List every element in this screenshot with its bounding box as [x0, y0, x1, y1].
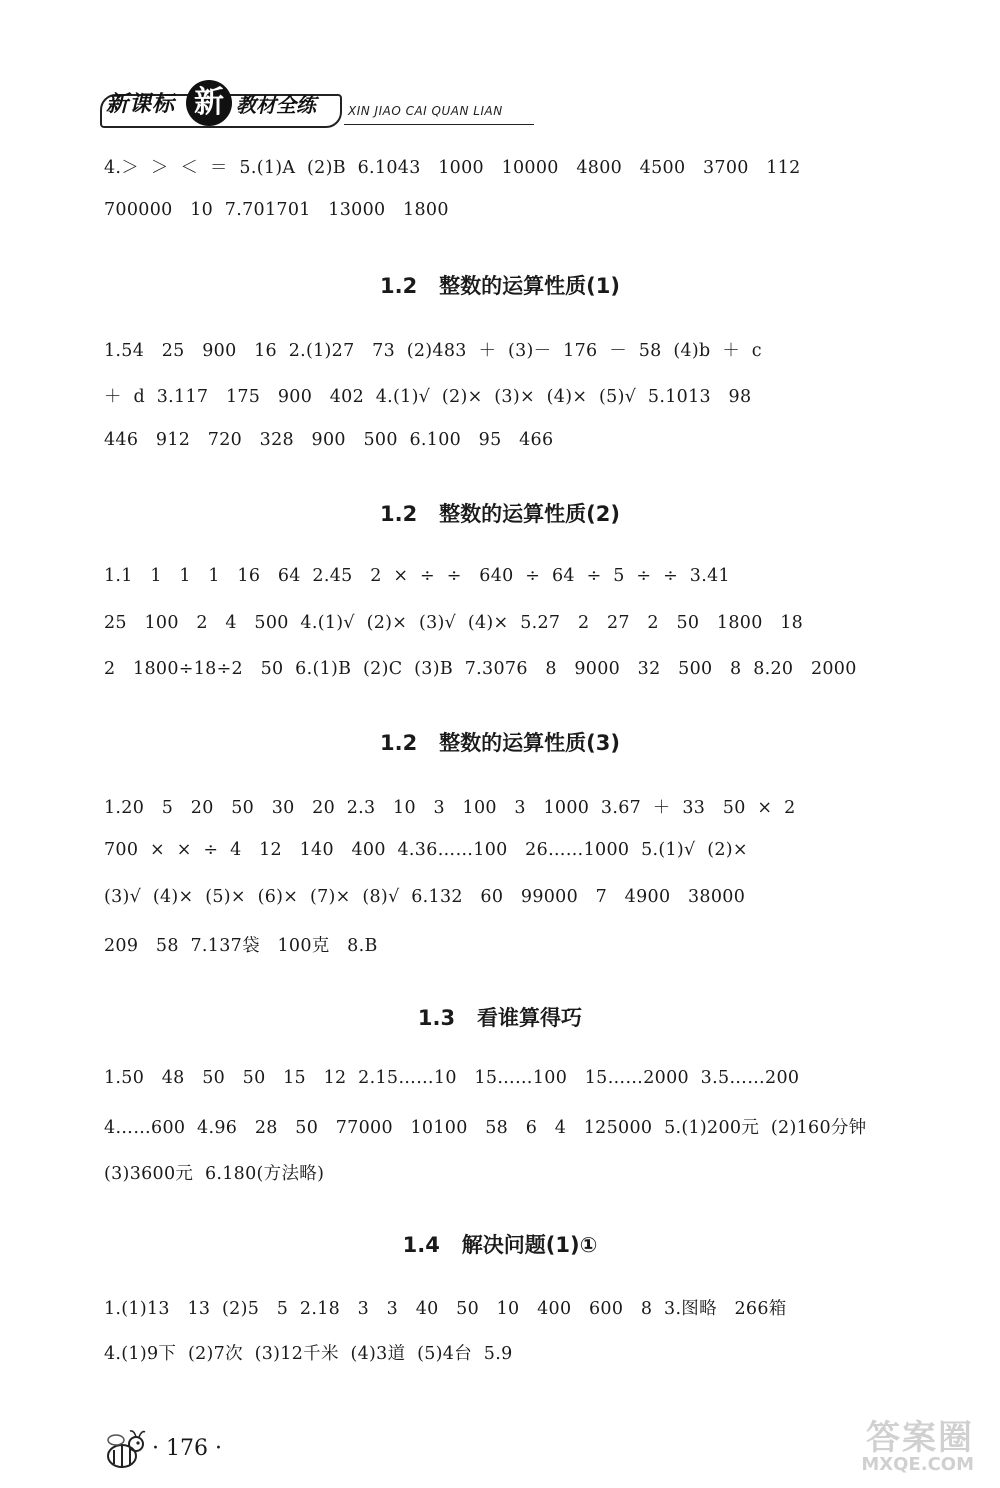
book-header	[100, 85, 960, 134]
watermark-url: MXQE.COM	[861, 1454, 974, 1475]
page-number: · 176 ·	[152, 1436, 222, 1461]
answer-line: 25 100 2 4 500 4.(1)√ (2)× (3)√ (4)× 5.27 2 27 2 50 1800 18	[104, 613, 804, 633]
answer-line: 446 912 720 328 900 500 6.100 95 466	[104, 430, 554, 450]
watermark	[760, 1410, 980, 1480]
watermark-text: 答案圈	[866, 1418, 974, 1458]
answer-line: 700000 10 7.701701 13000 1800	[104, 200, 449, 220]
answer-line: 1.54 25 900 16 2.(1)27 73 (2)483 ＋ (3)－ 176 － 58 (4)b ＋ c	[104, 341, 762, 361]
bee-mascot-icon	[100, 1428, 148, 1472]
answer-line: 1.50 48 50 50 15 12 2.15……10 15……100 15……2000 3.5……200	[104, 1068, 800, 1088]
answer-line: 1.(1)13 13 (2)5 5 2.18 3 3 40 50 10 400 600 8 3.图略 266箱	[104, 1299, 787, 1319]
answer-line: 1.1 1 1 1 16 64 2.45 2 × ÷ ÷ 640 ÷ 64 ÷ 5 ÷ ÷ 3.41	[104, 566, 730, 586]
header-underline	[344, 124, 534, 125]
answer-line: 4.(1)9下 (2)7次 (3)12千米 (4)3道 (5)4台 5.9	[104, 1344, 513, 1364]
section-title: 1.3 看谁算得巧	[417, 1006, 583, 1030]
section-title: 1.2 整数的运算性质(2)	[380, 502, 620, 526]
section-title: 1.2 整数的运算性质(3)	[380, 731, 620, 755]
logo-text-part2: 教材全练	[236, 93, 316, 117]
section-title: 1.2 整数的运算性质(1)	[380, 274, 620, 298]
answer-line: 1.20 5 20 50 30 20 2.3 10 3 100 3 1000 3.67 ＋ 33 50 × 2	[104, 798, 796, 818]
answer-line: (3)3600元 6.180(方法略)	[104, 1164, 325, 1184]
logo-big-character: 新	[186, 80, 232, 126]
answer-line: (3)√ (4)× (5)× (6)× (7)× (8)√ 6.132 60 99000 7 4900 38000	[104, 887, 746, 907]
logo-pinyin: XIN JIAO CAI QUAN LIAN	[348, 104, 503, 118]
answer-line: ＋ d 3.117 175 900 402 4.(1)√ (2)× (3)× (4)× (5)√ 5.1013 98	[104, 387, 752, 407]
section-title: 1.4 解决问题(1)①	[402, 1233, 598, 1257]
answer-line: 700 × × ÷ 4 12 140 400 4.36……100 26……1000 5.(1)√ (2)×	[104, 840, 748, 860]
answer-line: 209 58 7.137袋 100克 8.B	[104, 936, 378, 956]
answer-line: 4.＞ ＞ ＜ ＝ 5.(1)A (2)B 6.1043 1000 10000 4800 4500 3700 112	[104, 158, 801, 178]
answer-line: 4……600 4.96 28 50 77000 10100 58 6 4 125000 5.(1)200元 (2)160分钟	[104, 1118, 867, 1138]
answer-line: 2 1800÷18÷2 50 6.(1)B (2)C (3)B 7.3076 8 9000 32 500 8 8.20 2000	[104, 659, 857, 679]
logo-text-part1: 新课标	[106, 92, 176, 117]
